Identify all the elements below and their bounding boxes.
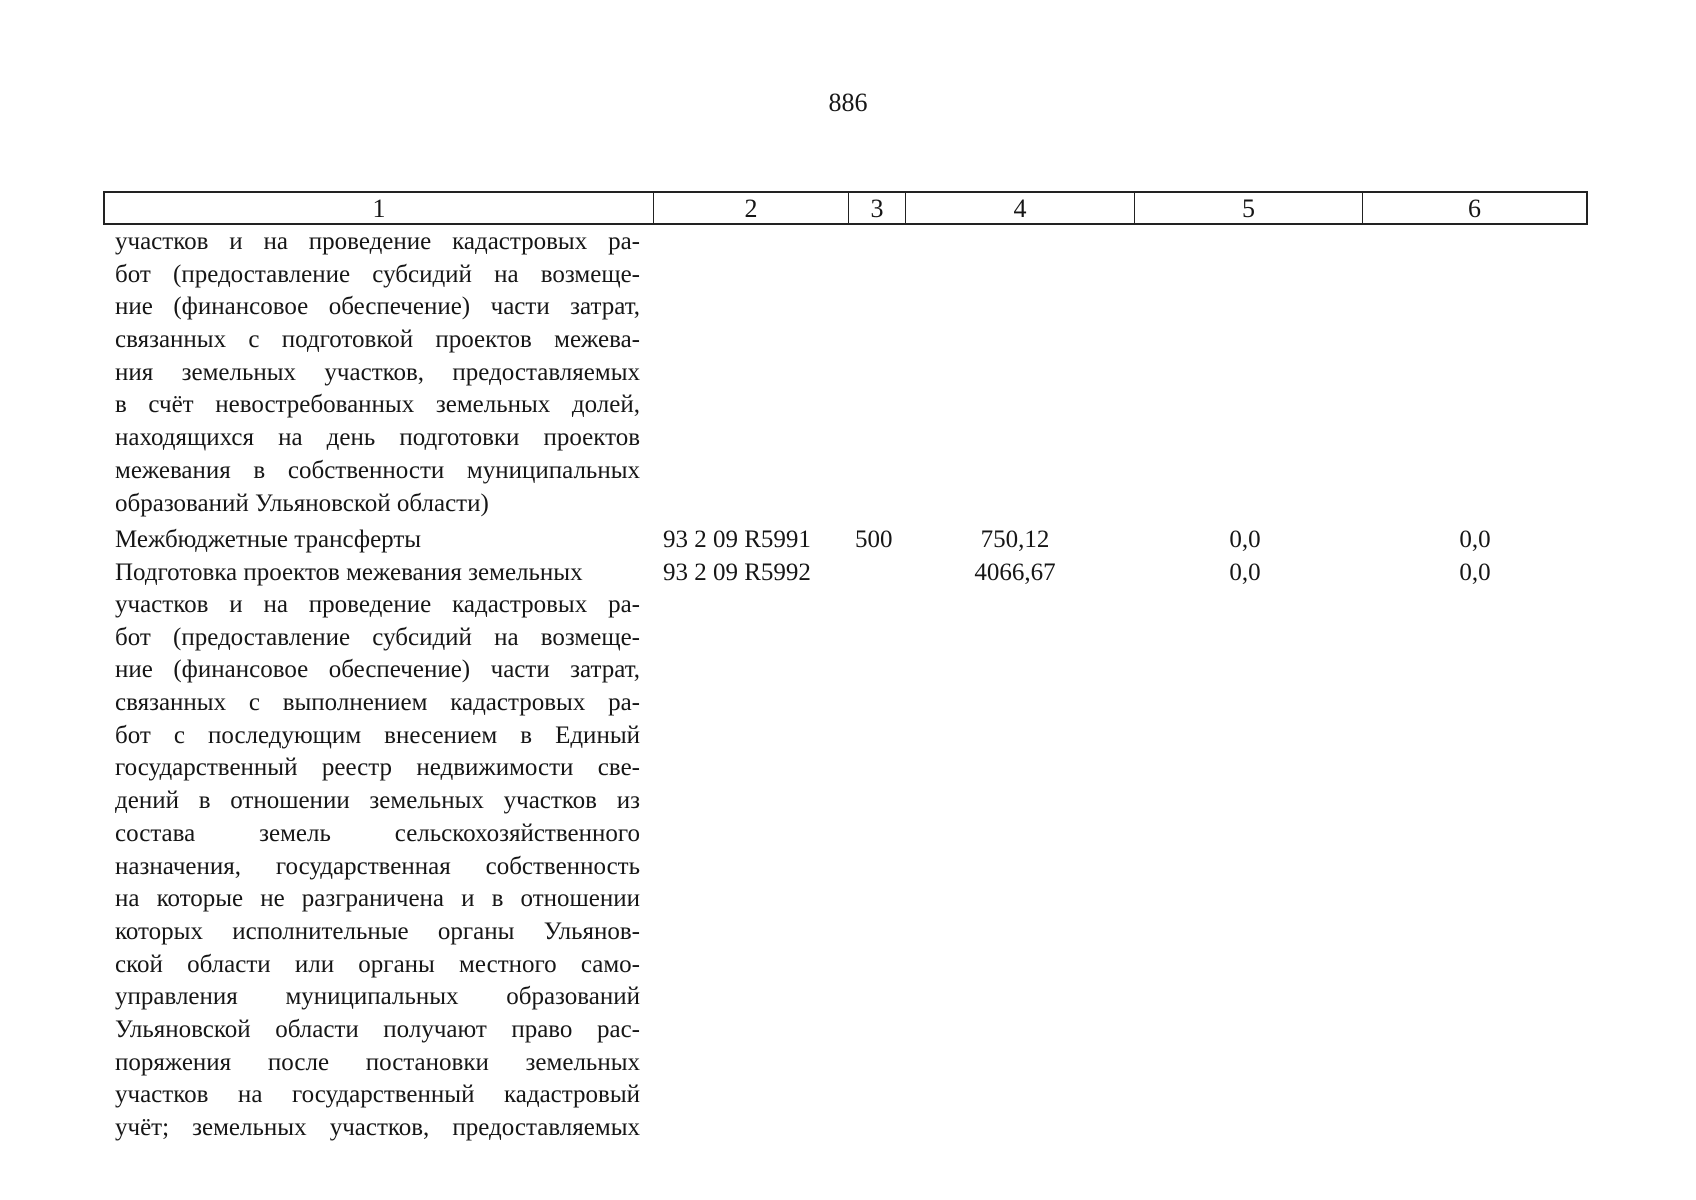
text-line: образований Ульяновской области) <box>115 489 489 517</box>
text-line: участков и на проведение кадастровых ра- <box>115 591 640 618</box>
text-line: бот с последующим внесением в Единый <box>115 721 640 749</box>
text-line: Ульяновской области получают право рас- <box>115 1015 640 1043</box>
text-line: находящихся на день подготовки проектов <box>115 424 640 452</box>
row-col6: 0,0 <box>1459 559 1491 586</box>
text-line: участков на государственный кадастровый <box>115 1081 640 1109</box>
row-col4: 4066,67 <box>974 559 1056 586</box>
text-line: связанных с выполнением кадастровых ра- <box>115 689 640 717</box>
text-line: ской области или органы местного само- <box>115 950 640 978</box>
row-col4: 750,12 <box>980 526 1050 553</box>
text-line: ния земельных участков, предоставляемых <box>115 358 640 386</box>
row-vr: 500 <box>855 526 893 553</box>
header-col-5: 5 <box>1135 193 1363 223</box>
continuation-text <box>115 226 640 520</box>
header-col-6: 6 <box>1468 194 1481 223</box>
text-line: связанных с подготовкой проектов межева- <box>115 326 640 354</box>
text-line: ние (финансовое обеспечение) части затрат, <box>115 293 640 321</box>
text-line: бот (предоставление субсидий на возмеще- <box>115 623 640 651</box>
text-line: управления муниципальных образований <box>115 983 640 1011</box>
page-number: 886 <box>828 88 868 117</box>
row-name: Межбюджетные трансферты <box>115 526 422 553</box>
row-code: 93 2 09 R5992 <box>663 559 811 586</box>
header-col-3: 3 <box>849 193 906 223</box>
row-col5: 0,0 <box>1229 559 1261 586</box>
text-line: на которые не разграничена и в отношении <box>115 885 640 913</box>
text-line: назначения, государственная собственность <box>115 852 640 880</box>
text-line: межевания в собственности муниципальных <box>115 456 640 484</box>
table-header <box>103 191 1588 225</box>
row-col5: 0,0 <box>1229 526 1261 553</box>
text-line: в счёт невостребованных земельных долей, <box>115 391 640 419</box>
description-text <box>115 589 640 1145</box>
text-line: состава земель сельскохозяйственного <box>115 819 640 847</box>
text-line: бот (предоставление субсидий на возмеще- <box>115 260 640 288</box>
row-col6: 0,0 <box>1459 526 1491 553</box>
header-col-1: 1 <box>105 193 654 223</box>
text-line: которых исполнительные органы Ульянов- <box>115 917 640 945</box>
header-col-2: 2 <box>654 193 849 223</box>
text-line: ние (финансовое обеспечение) части затрат, <box>115 656 640 684</box>
text-line: учёт; земельных участков, предоставляемых <box>115 1114 640 1141</box>
text-line: поряжения после постановки земельных <box>115 1048 640 1076</box>
row-code: 93 2 09 R5991 <box>663 526 811 553</box>
header-col-4: 4 <box>906 193 1135 223</box>
text-line: государственный реестр недвижимости све- <box>115 754 640 782</box>
row-name: Подготовка проектов межевания земельных <box>115 559 583 586</box>
text-line: дений в отношении земельных участков из <box>115 787 640 815</box>
text-line: участков и на проведение кадастровых ра- <box>115 228 640 255</box>
